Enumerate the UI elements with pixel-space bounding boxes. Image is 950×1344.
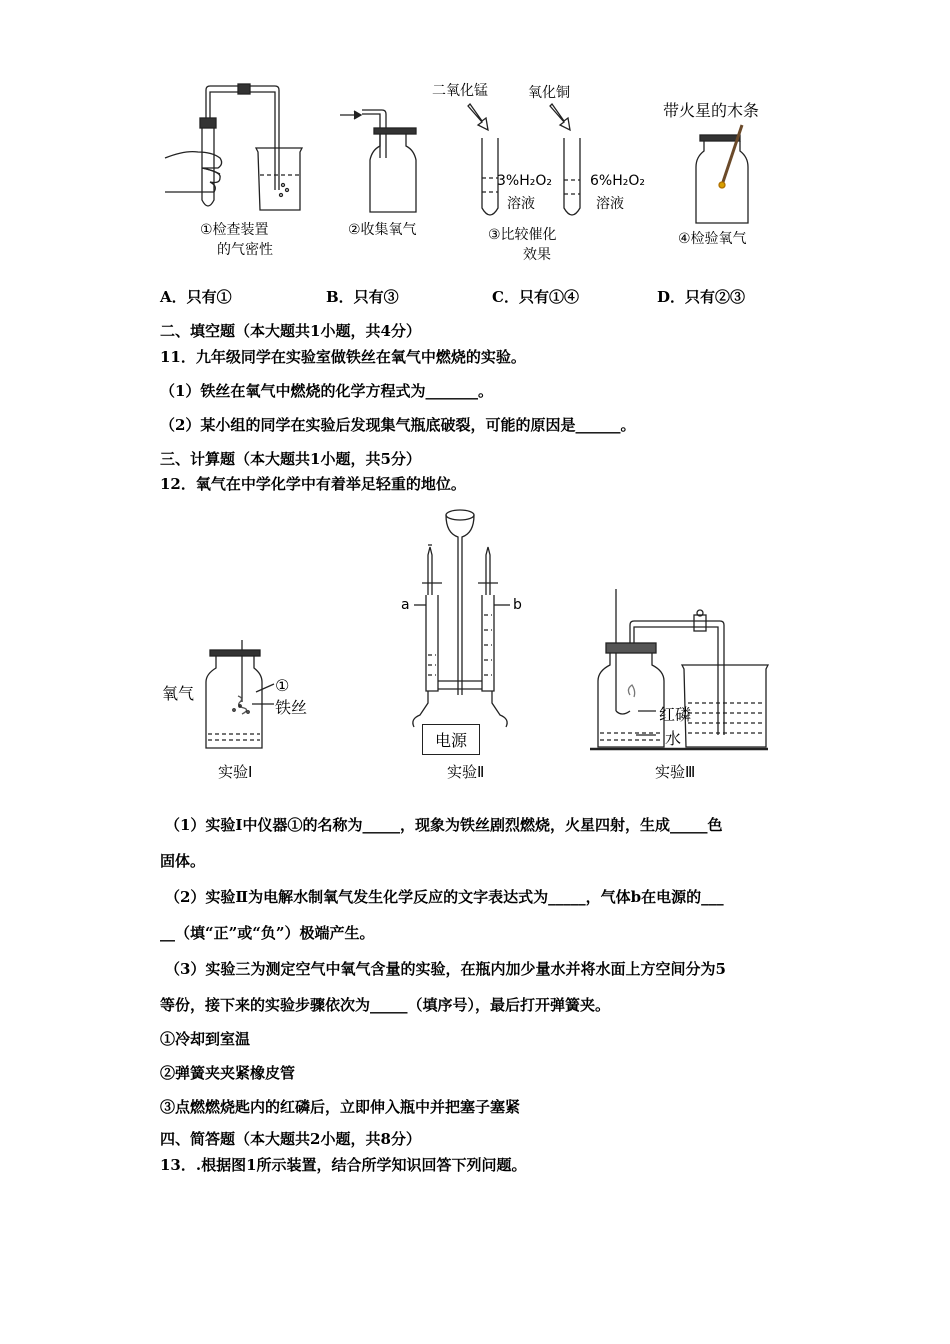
question-13: 13．.根据图1所示装置，结合所学知识回答下列问题。 [160, 1156, 527, 1174]
option-a: A．只有① [160, 288, 232, 306]
experiment-3-apparatus [590, 585, 775, 755]
experiment-2-caption: 实验Ⅱ [447, 763, 485, 781]
experiment-1-caption: 实验Ⅰ [218, 763, 253, 781]
question-12-1b: 固体。 [160, 852, 206, 870]
question-11: 11．九年级同学在实验室做铁丝在氧气中燃烧的实验。 [160, 348, 526, 366]
red-phosphorus-label: 红磷 [659, 705, 692, 724]
gas-b-label: b [513, 597, 522, 613]
question-11-2: （2）某小组的同学在实验后发现集气瓶底破裂，可能的原因是______。 [160, 416, 636, 434]
option-b: B．只有③ [326, 288, 399, 306]
solution-label-2: 溶液 [596, 196, 624, 212]
question-11-1: （1）铁丝在氧气中燃烧的化学方程式为_______。 [160, 382, 493, 400]
oxygen-label: 氧气 [162, 684, 195, 703]
iron-wire-label: 铁丝 [275, 698, 308, 717]
solution-label-1: 溶液 [507, 196, 535, 212]
question-12-3a: （3）实验三为测定空气中氧气含量的实验，在瓶内加少量水并将水面上方空间分为5 [165, 960, 726, 978]
caption-check-oxygen: ④检验氧气 [678, 231, 747, 247]
h2o2-6-label: 6%H₂O₂ [590, 173, 645, 189]
caption-airtightness-2: 的气密性 [217, 242, 273, 258]
instrument-marker: ① [275, 676, 290, 695]
power-source-label: 电源 [422, 724, 480, 755]
question-12-2b: __（填“正”或“负”）极端产生。 [160, 924, 375, 942]
section2-heading: 二、填空题（本大题共1小题，共4分） [160, 322, 421, 340]
step-1: ①冷却到室温 [160, 1030, 251, 1048]
caption-collect-oxygen: ②收集氧气 [348, 222, 417, 238]
wood-splint-label: 带火星的木条 [663, 101, 760, 120]
option-d: D．只有②③ [657, 288, 746, 306]
question-12-1a: （1）实验Ⅰ中仪器①的名称为_____，现象为铁丝剧烈燃烧，火星四射，生成_____色 [165, 816, 723, 834]
oxygen-test-bottle [690, 115, 770, 225]
question-12-3b: 等份，接下来的实验步骤依次为_____（填序号），最后打开弹簧夹。 [160, 996, 611, 1014]
section4-heading: 四、简答题（本大题共2小题，共8分） [160, 1130, 421, 1148]
experiment-1-apparatus [200, 640, 280, 755]
question-12: 12．氧气在中学化学中有着举足轻重的地位。 [160, 475, 466, 493]
step-2: ②弹簧夹夹紧橡皮管 [160, 1064, 296, 1082]
experiment-3-caption: 实验Ⅲ [655, 763, 696, 781]
gas-collection-bottle [330, 100, 430, 220]
airtightness-apparatus [150, 80, 320, 230]
section3-heading: 三、计算题（本大题共1小题，共5分） [160, 450, 421, 468]
caption-airtightness-1: ①检查装置 [200, 222, 269, 238]
h2o2-3-label: 3%H₂O₂ [497, 173, 552, 189]
question-12-2a: （2）实验Ⅱ为电解水制氧气发生化学反应的文字表达式为_____，气体b在电源的___ [165, 888, 724, 906]
option-c: C．只有①④ [492, 288, 579, 306]
caption-catalyst-2: 效果 [523, 247, 551, 263]
gas-a-label: a [401, 597, 410, 613]
cuo-label: 氧化铜 [528, 85, 570, 101]
step-3: ③点燃燃烧匙内的红磷后，立即伸入瓶中并把塞子塞紧 [160, 1098, 521, 1116]
caption-catalyst-1: ③比较催化 [488, 227, 557, 243]
mno2-label: 二氧化锰 [432, 83, 488, 99]
water-label: 水 [665, 729, 682, 748]
